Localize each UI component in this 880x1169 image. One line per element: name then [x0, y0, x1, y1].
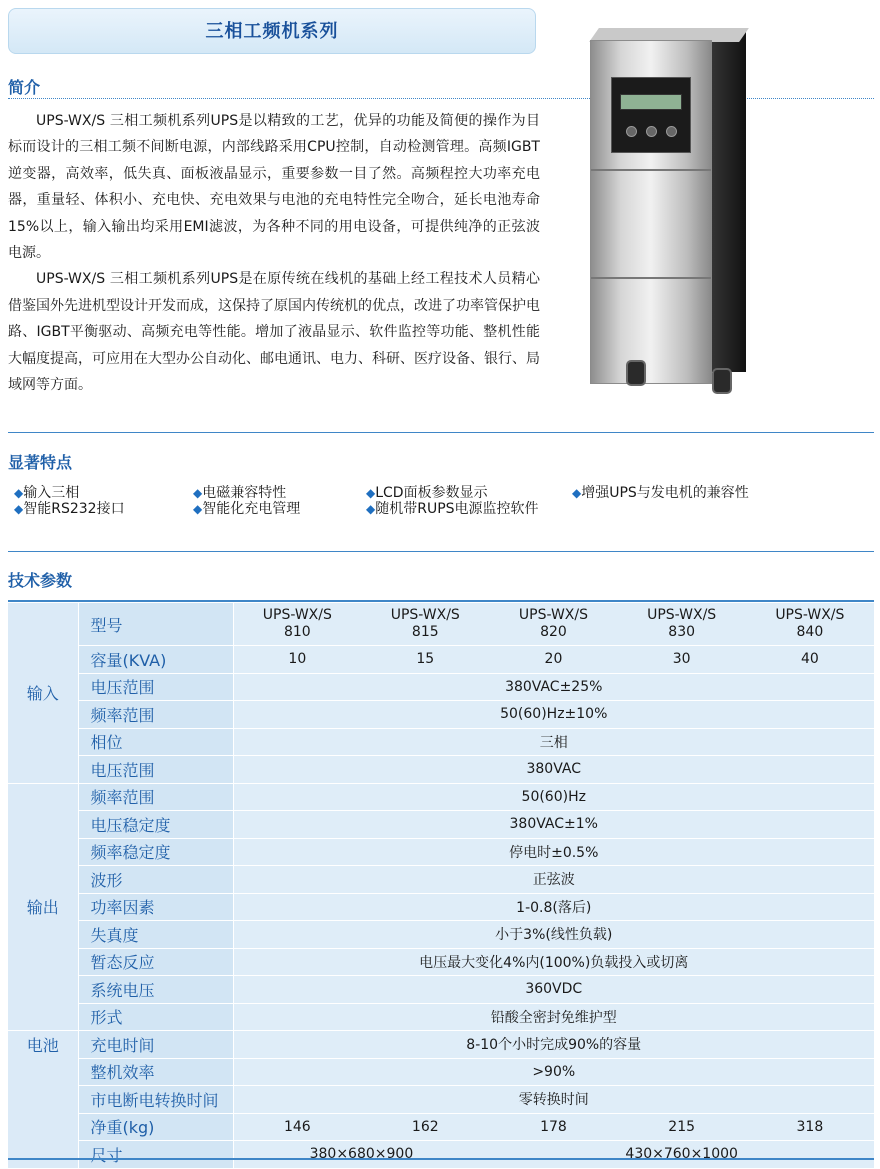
row-label: 尺寸: [78, 1141, 233, 1169]
page-title-banner: [8, 8, 536, 54]
row-label: 系统电压: [78, 976, 233, 1004]
row-label: 整机效率: [78, 1058, 233, 1086]
table-row: [8, 728, 874, 756]
table-row: [8, 1113, 874, 1141]
diamond-bullet-icon: ◆: [366, 486, 376, 500]
table-row: [8, 893, 874, 921]
row-label: 形式: [78, 1003, 233, 1031]
table-cell: 正弦波: [233, 866, 874, 894]
table-cell: 380×680×900: [233, 1141, 489, 1169]
ups-control-panel: [611, 77, 691, 153]
row-label: 失真度: [78, 921, 233, 949]
table-cell: 380VAC±25%: [233, 673, 874, 701]
table-cell: 40: [746, 646, 874, 674]
table-cell: 小于3%(线性负载): [233, 921, 874, 949]
table-row: [8, 976, 874, 1004]
specs-heading: 技术参数: [8, 571, 73, 590]
table-cell: 162: [361, 1113, 489, 1141]
feature-item: ◆电磁兼容特性: [193, 485, 287, 501]
ups-lcd-display: [620, 94, 682, 110]
table-cell: 146: [233, 1113, 361, 1141]
table-cell: 430×760×1000: [489, 1141, 874, 1169]
table-row: [8, 673, 874, 701]
table-cell: 电压最大变化4%内(100%)负载投入或切离: [233, 948, 874, 976]
table-cell: 50(60)Hz±10%: [233, 701, 874, 729]
feature-item: ◆LCD面板参数显示: [366, 485, 488, 501]
table-row: [8, 603, 874, 646]
table-cell: 零转换时间: [233, 1086, 874, 1114]
intro-text: [8, 108, 540, 398]
table-row: [8, 921, 874, 949]
ups-cabinet-side: [706, 32, 746, 372]
table-row: [8, 1058, 874, 1086]
intro-paragraph-1: UPS-WX/S 三相工频机系列UPS是以精致的工艺，优异的功能及简便的操作为目标而设计的三相工频不间断电源，内部线路采用CPU控制，自动检测管理。高频IGBT逆变器，高效率，低失真、面板液晶显示，重要参数一目了然。高频程控大功率充电器，重量轻、体积小、充电快、充电效果与电池的充电特性完全吻合，延长电池寿命15%以上，输入输出均采用EMI滤波，为各种不同的用电设备，可提供纯净的正弦波电源。: [8, 113, 540, 262]
table-row: [8, 1086, 874, 1114]
ups-wheel-icon: [712, 368, 732, 394]
model-cell: UPS-WX/S 810: [233, 603, 361, 646]
ups-product-image: [588, 22, 768, 402]
section-divider: [8, 432, 874, 433]
table-row: [8, 1003, 874, 1031]
table-cell: 318: [746, 1113, 874, 1141]
diamond-bullet-icon: ◆: [14, 486, 24, 500]
table-cell: 10: [233, 646, 361, 674]
group-label-battery: 电池: [8, 1031, 78, 1169]
ups-button-icon: [646, 126, 657, 137]
table-cell: 停电时±0.5%: [233, 838, 874, 866]
table-cell: 178: [489, 1113, 617, 1141]
table-cell: 1-0.8(落后): [233, 893, 874, 921]
table-cell: 360VDC: [233, 976, 874, 1004]
table-cell: 8-10个小时完成90%的容量: [233, 1031, 874, 1059]
diamond-bullet-icon: ◆: [193, 486, 203, 500]
feature-item: ◆随机带RUPS电源监控软件: [366, 501, 539, 517]
table-cell: 铅酸全密封免维护型: [233, 1003, 874, 1031]
feature-item: ◆智能RS232接口: [14, 501, 125, 517]
table-cell: 380VAC: [233, 756, 874, 784]
table-cell: 380VAC±1%: [233, 811, 874, 839]
table-row: [8, 783, 874, 811]
feature-item: ◆智能化充电管理: [193, 501, 301, 517]
ups-wheel-icon: [626, 360, 646, 386]
table-row: [8, 866, 874, 894]
row-label: 电压范围: [78, 673, 233, 701]
row-label: 电压范围: [78, 756, 233, 784]
row-label: 频率范围: [78, 783, 233, 811]
table-cell: 三相: [233, 728, 874, 756]
row-label: 功率因素: [78, 893, 233, 921]
diamond-bullet-icon: ◆: [366, 502, 376, 516]
section-divider: [8, 551, 874, 552]
table-cell: 50(60)Hz: [233, 783, 874, 811]
table-cell: 30: [618, 646, 746, 674]
row-label: 频率范围: [78, 701, 233, 729]
table-cell: >90%: [233, 1058, 874, 1086]
ups-button-icon: [626, 126, 637, 137]
group-label-input: 输入: [8, 603, 78, 783]
spec-table: [8, 603, 874, 1169]
page-title: 三相工频机系列: [205, 21, 339, 42]
row-label: 充电时间: [78, 1031, 233, 1059]
table-row: [8, 701, 874, 729]
table-bottom-rule: [8, 1158, 874, 1160]
row-label: 暂态反应: [78, 948, 233, 976]
row-label: 相位: [78, 728, 233, 756]
table-cell: 15: [361, 646, 489, 674]
row-label: 波形: [78, 866, 233, 894]
ups-cabinet-front: [590, 40, 712, 384]
table-row: [8, 811, 874, 839]
model-cell: UPS-WX/S 840: [746, 603, 874, 646]
table-row: [8, 948, 874, 976]
ups-panel-seam: [591, 169, 711, 171]
table-top-rule: [8, 600, 874, 602]
ups-panel-seam: [591, 277, 711, 279]
model-cell: UPS-WX/S 820: [489, 603, 617, 646]
intro-paragraph-2: UPS-WX/S 三相工频机系列UPS是在原传统在线机的基础上经工程技术人员精心借鉴国外先进机型设计开发而成，这保持了原国内传统机的优点，改进了功率管保护电路、IGBT平衡驱动、高频充电等性能。增加了液晶显示、软件监控等功能、整机性能大幅度提高，可应用在大型办公自动化、邮电通讯、电力、科研、医疗设备、银行、局域网等方面。: [8, 271, 540, 394]
table-row: [8, 646, 874, 674]
model-cell: UPS-WX/S 815: [361, 603, 489, 646]
row-label: 容量(KVA): [78, 646, 233, 674]
row-label: 净重(kg): [78, 1113, 233, 1141]
diamond-bullet-icon: ◆: [193, 502, 203, 516]
table-cell: 20: [489, 646, 617, 674]
ups-button-icon: [666, 126, 677, 137]
model-cell: UPS-WX/S 830: [618, 603, 746, 646]
table-row: [8, 1031, 874, 1059]
table-cell: 215: [618, 1113, 746, 1141]
row-label: 电压稳定度: [78, 811, 233, 839]
diamond-bullet-icon: ◆: [572, 486, 582, 500]
row-label: 市电断电转换时间: [78, 1086, 233, 1114]
row-label: 频率稳定度: [78, 838, 233, 866]
features-heading: 显著特点: [8, 453, 73, 472]
table-row: [8, 838, 874, 866]
row-label: 型号: [78, 603, 233, 646]
feature-item: ◆输入三相: [14, 485, 80, 501]
feature-item: ◆增强UPS与发电机的兼容性: [572, 485, 749, 501]
intro-heading: 简介: [8, 78, 41, 97]
group-label-output: 输出: [8, 783, 78, 1031]
table-row: [8, 756, 874, 784]
diamond-bullet-icon: ◆: [14, 502, 24, 516]
